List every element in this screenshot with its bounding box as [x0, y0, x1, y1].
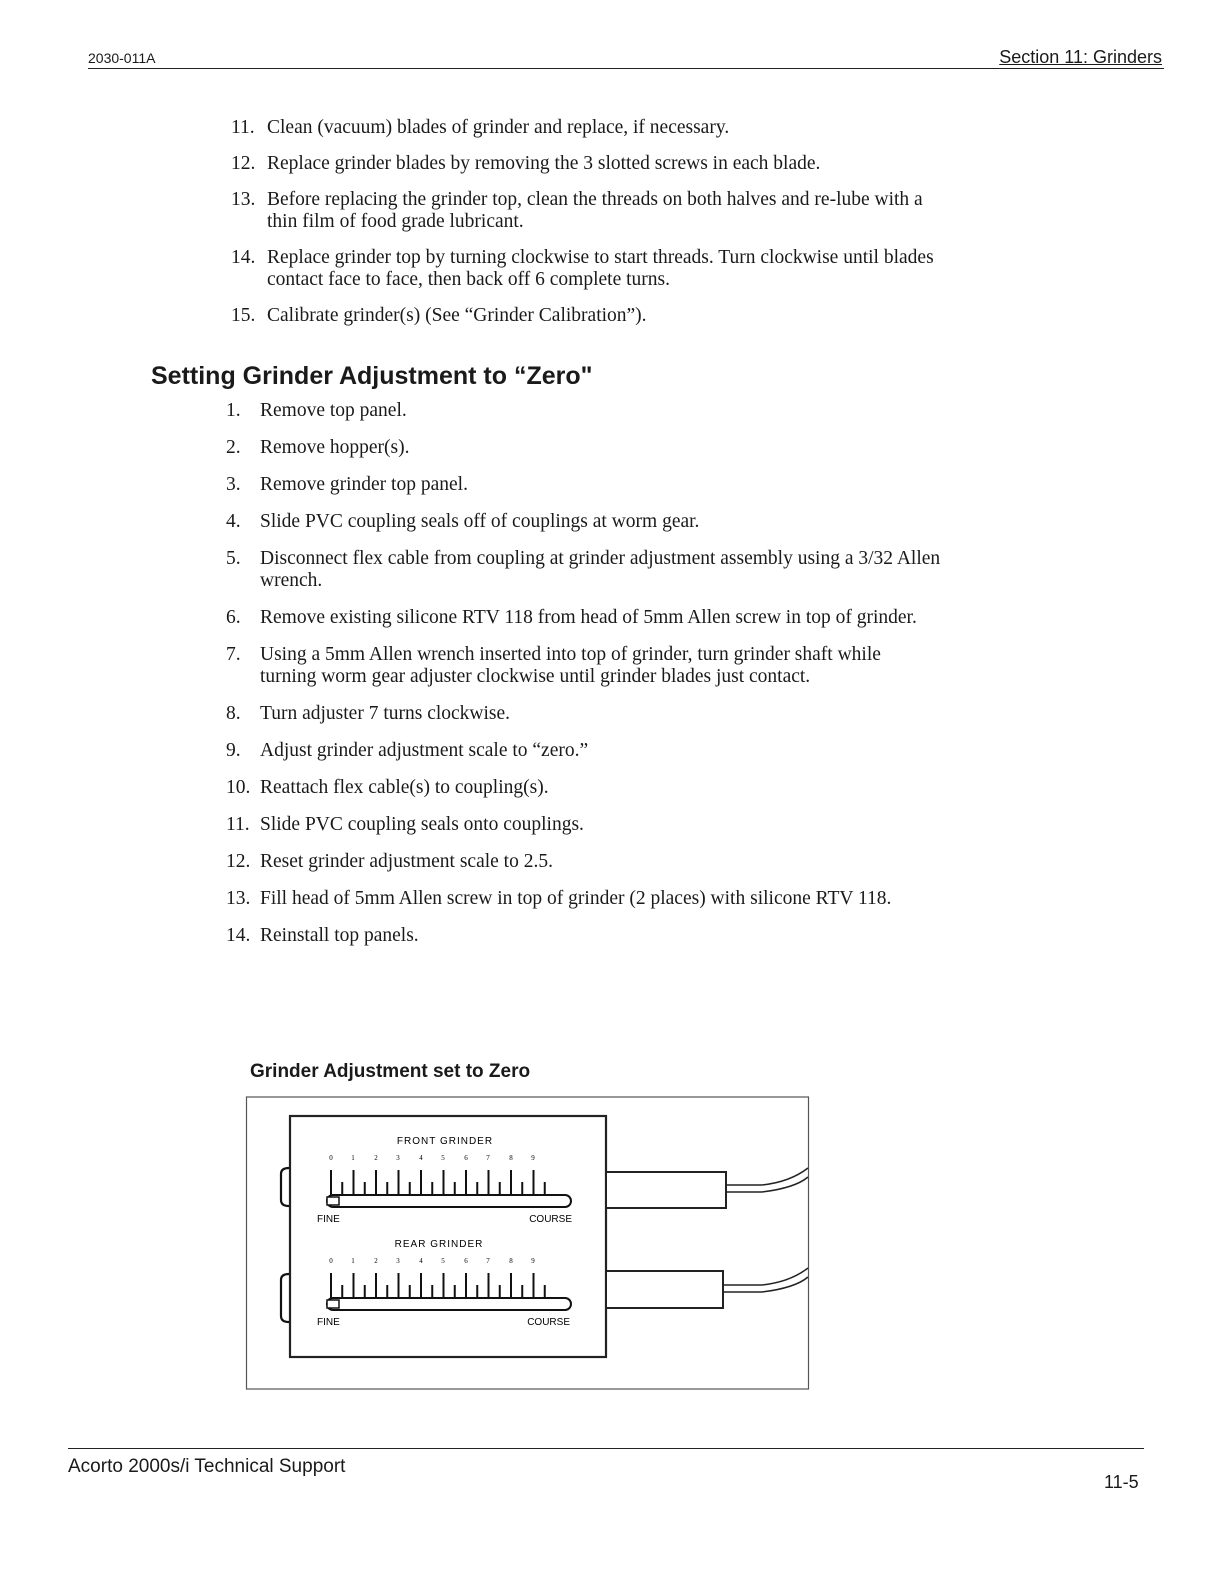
coupling-body	[606, 1172, 726, 1208]
adjustment-slider-track	[327, 1195, 571, 1207]
step-text: Slide PVC coupling seals off of couplings at worm gear.	[260, 511, 700, 532]
coupling-body	[606, 1271, 723, 1308]
step-number: 13.	[231, 189, 256, 210]
step-text: Fill head of 5mm Allen screw in top of grinder (2 places) with silicone RTV 118.	[260, 888, 892, 909]
course-label: COURSE	[529, 1214, 572, 1225]
section-title-header: Section 11: Grinders	[999, 47, 1162, 67]
step-text: Remove existing silicone RTV 118 from head of 5mm Allen screw in top of grinder.	[260, 607, 917, 628]
step-number: 15.	[231, 305, 256, 326]
list-item	[231, 117, 947, 139]
step-number: 7.	[226, 644, 241, 665]
step-text: Reinstall top panels.	[260, 925, 419, 946]
step-number: 11.	[231, 117, 255, 138]
scale-number: 9	[531, 1257, 535, 1265]
step-text: Disconnect flex cable from coupling at grinder adjustment assembly using a 3/32 Allen wrench.	[260, 548, 941, 591]
steps-top-list	[231, 117, 947, 341]
step-number: 1.	[226, 400, 241, 421]
scale-number: 5	[441, 1154, 445, 1162]
list-item	[231, 247, 947, 291]
step-text: Remove hopper(s).	[260, 437, 410, 458]
scale-number: 2	[374, 1154, 378, 1162]
step-text: Reattach flex cable(s) to coupling(s).	[260, 777, 549, 798]
fine-label: FINE	[317, 1317, 340, 1328]
scale-number: 9	[531, 1154, 535, 1162]
doc-id: 2030-011A	[88, 50, 156, 66]
step-number: 11.	[226, 814, 250, 835]
grinder-adjustment-diagram	[245, 1088, 815, 1393]
step-number: 9.	[226, 740, 241, 761]
list-item	[226, 740, 942, 762]
step-number: 14.	[226, 925, 251, 946]
scale-number: 8	[509, 1257, 513, 1265]
left-bracket	[281, 1274, 289, 1322]
step-text: Calibrate grinder(s) (See “Grinder Calibration”).	[267, 305, 647, 326]
page-header	[88, 44, 1164, 69]
scale-number: 4	[419, 1257, 423, 1265]
step-text: Before replacing the grinder top, clean the threads on both halves and re-lube with a thin film of food grade lubricant.	[267, 189, 923, 232]
list-item	[226, 437, 942, 459]
figure-caption: Grinder Adjustment set to Zero	[250, 1061, 531, 1082]
scale-number: 3	[396, 1154, 400, 1162]
list-item	[226, 474, 942, 496]
step-text: Clean (vacuum) blades of grinder and replace, if necessary.	[267, 117, 730, 138]
scale-number: 5	[441, 1257, 445, 1265]
scale-number: 6	[464, 1154, 468, 1162]
page-number: 11-5	[1104, 1472, 1139, 1492]
list-item	[226, 607, 942, 629]
scale-number: 7	[486, 1154, 490, 1162]
step-number: 8.	[226, 703, 241, 724]
course-label: COURSE	[527, 1317, 570, 1328]
step-number: 6.	[226, 607, 241, 628]
adjustment-slider-track	[327, 1298, 571, 1310]
footer-divider	[68, 1448, 1144, 1449]
step-number: 5.	[226, 548, 241, 569]
scale-number: 4	[419, 1154, 423, 1162]
list-item	[226, 511, 942, 533]
zero-indicator	[327, 1300, 339, 1308]
steps-main-list	[226, 400, 942, 962]
step-text: Turn adjuster 7 turns clockwise.	[260, 703, 511, 724]
section-heading: Setting Grinder Adjustment to “Zero"	[151, 362, 593, 390]
list-item	[226, 814, 942, 836]
list-item	[226, 888, 942, 910]
list-item	[231, 305, 947, 327]
scale-number: 0	[329, 1154, 333, 1162]
footer-title: Acorto 2000s/i Technical Support	[68, 1456, 346, 1477]
scale-number: 1	[351, 1257, 355, 1265]
list-item	[226, 703, 942, 725]
list-item	[226, 644, 942, 688]
step-number: 12.	[231, 153, 256, 174]
step-text: Adjust grinder adjustment scale to “zero.”	[260, 740, 589, 761]
rear-grinder-label: REAR GRINDER	[394, 1239, 484, 1250]
scale-number: 0	[329, 1257, 333, 1265]
front-grinder-label: FRONT GRINDER	[396, 1136, 494, 1147]
step-number: 4.	[226, 511, 241, 532]
left-bracket	[281, 1168, 289, 1206]
step-text: Replace grinder blades by removing the 3 slotted screws in each blade.	[267, 153, 821, 174]
fine-label: FINE	[317, 1214, 340, 1225]
step-number: 3.	[226, 474, 241, 495]
scale-number: 7	[486, 1257, 490, 1265]
step-number: 14.	[231, 247, 256, 268]
step-number: 2.	[226, 437, 241, 458]
scale-number: 2	[374, 1257, 378, 1265]
scale-number: 1	[351, 1154, 355, 1162]
step-number: 13.	[226, 888, 251, 909]
list-item	[226, 851, 942, 873]
step-number: 10.	[226, 777, 251, 798]
step-text: Using a 5mm Allen wrench inserted into top of grinder, turn grinder shaft while turning worm gear adjuster clockwise until grinder blades just contact.	[260, 644, 881, 687]
step-text: Remove top panel.	[260, 400, 407, 421]
list-item	[231, 189, 947, 233]
list-item	[226, 400, 942, 422]
zero-indicator	[327, 1197, 339, 1205]
scale-number: 8	[509, 1154, 513, 1162]
step-text: Remove grinder top panel.	[260, 474, 468, 495]
scale-number: 6	[464, 1257, 468, 1265]
list-item	[226, 925, 942, 947]
step-text: Reset grinder adjustment scale to 2.5.	[260, 851, 553, 872]
step-text: Replace grinder top by turning clockwise to start threads. Turn clockwise until blades contact face to face, then back off 6 complete turns.	[267, 247, 934, 290]
list-item	[226, 548, 942, 592]
list-item	[231, 153, 947, 175]
step-text: Slide PVC coupling seals onto couplings.	[260, 814, 584, 835]
list-item	[226, 777, 942, 799]
step-number: 12.	[226, 851, 251, 872]
scale-number: 3	[396, 1257, 400, 1265]
